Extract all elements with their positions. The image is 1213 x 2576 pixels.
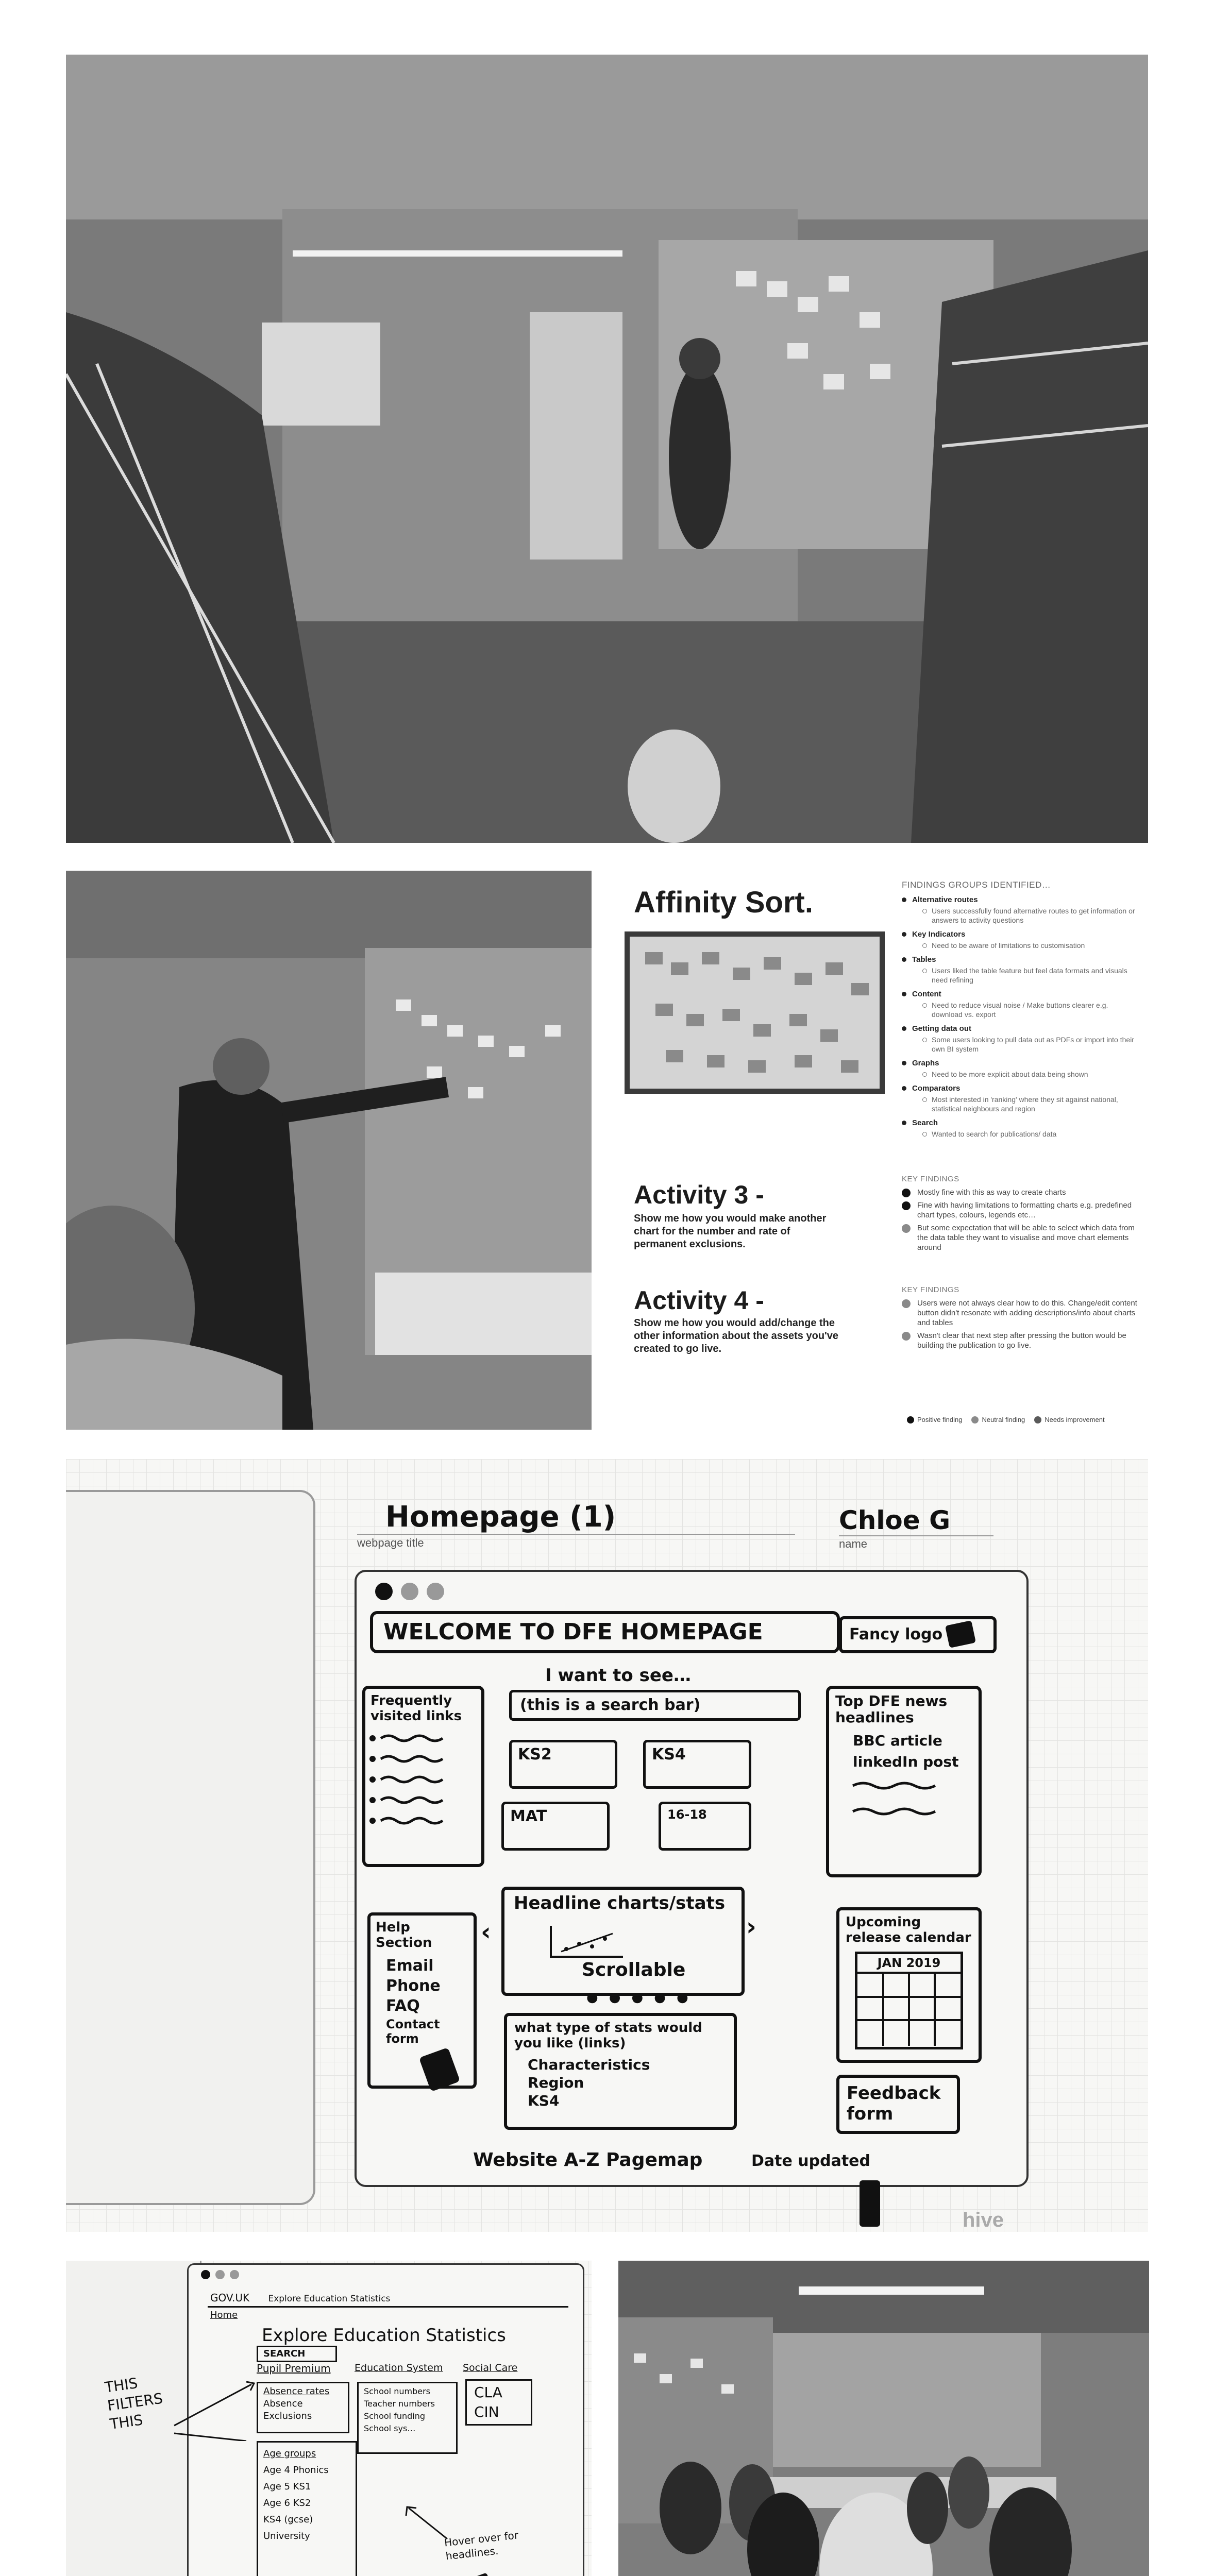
headline-charts-title: Headline charts/stats — [514, 1893, 726, 1913]
positive-dot-icon — [902, 1201, 911, 1210]
workshop-photo-2 — [66, 871, 592, 1430]
key-finding-item: Fine with having limitations to formatting charts e.g. predefined chart types, colours, legends etc… — [902, 1200, 1139, 1220]
footer-sitemap[interactable]: Website A-Z Pagemap — [473, 2149, 703, 2171]
finding-item: Tables Users liked the table feature but feel data formats and visuals need refining — [902, 955, 1139, 985]
logo-box: Fancy logo — [839, 1616, 997, 1653]
finding-item: Comparators Most interested in 'ranking' where they sit against national, statistical neighbours and region — [902, 1084, 1139, 1113]
findings-heading: FINDINGS GROUPS IDENTIFIED… — [902, 880, 1051, 890]
key-finding-item: Users were not always clear how to do this. Change/edit content button didn't resonate with adding descriptions/info about charts and tables — [902, 1298, 1139, 1328]
finding-item: Search Wanted to search for publications/ data — [902, 1118, 1139, 1139]
help-contact[interactable]: Contact form — [386, 2017, 440, 2046]
release-calendar-title: Upcoming release calendar — [846, 1914, 971, 1945]
explore-title: Explore Education Statistics — [262, 2325, 506, 2346]
page-title-hand: Homepage (1) — [385, 1500, 616, 1534]
frequent-links-box — [362, 1686, 484, 1867]
finding-item: Content Need to reduce visual noise / Make buttons clearer e.g. download vs. export — [902, 990, 1139, 1019]
header-rule — [208, 2306, 568, 2308]
top-news-title: Top DFE news headlines — [835, 1692, 948, 1726]
breadcrumb-home[interactable]: Home — [210, 2310, 238, 2320]
browser-dot-icon — [215, 2270, 225, 2279]
legend-neutral: Neutral finding — [971, 1416, 1025, 1423]
footer-date-updated: Date updated — [751, 2152, 870, 2170]
hive-logo: hive — [963, 2209, 1004, 2231]
tab-pupil-premium[interactable]: Pupil Premium — [257, 2362, 331, 2375]
neutral-dot-icon — [902, 1299, 911, 1308]
school-box: School numbers Teacher numbers School funding School sys… — [357, 2382, 458, 2454]
homepage-sketch — [66, 1459, 1148, 2232]
tile-mat[interactable]: MAT — [501, 1802, 610, 1851]
want-to-see: I want to see… — [545, 1665, 691, 1686]
tile-16-18[interactable]: 16-18 — [659, 1802, 751, 1851]
name-underline — [839, 1535, 993, 1536]
slide-title: Affinity Sort. — [634, 886, 813, 919]
legend-improvement: Needs improvement — [1034, 1416, 1104, 1423]
finding-item: Graphs Need to be more explicit about data being shown — [902, 1059, 1139, 1079]
calendar-month: JAN 2019 — [857, 1954, 961, 1974]
help-title: Help Section — [376, 1920, 432, 1951]
marker-icon — [860, 2180, 880, 2227]
activity3-title: Activity 3 - — [634, 1180, 764, 1209]
scrollable-label: Scrollable — [582, 1959, 686, 1980]
calendar-grid — [855, 1952, 963, 2049]
affinity-board-photo — [625, 931, 885, 1094]
findings-groups — [902, 880, 1139, 1139]
browser-dot-icon — [401, 1583, 418, 1600]
neutral-dot-icon — [902, 1332, 911, 1341]
key-findings-activity3 — [902, 1175, 1139, 1256]
key-findings-heading: KEY FINDINGS — [902, 1285, 959, 1294]
what-stats-title: what type of stats would you like (links) — [514, 2020, 702, 2051]
finding-item: Alternative routes Users successfully found alternative routes to get information or answers to activity questions — [902, 895, 1139, 925]
activity4-description: Show me how you would add/change the other information about the assets you've created to go live. — [634, 1317, 839, 1354]
activity4-title: Activity 4 - — [634, 1286, 764, 1315]
finding-item: Getting data out Some users looking to pull data out as PDFs or import into their own BI system — [902, 1024, 1139, 1054]
affinity-slide — [613, 871, 1149, 1430]
neutral-dot-icon — [902, 1224, 911, 1233]
govuk-header: GOV.UK Explore Education Statistics — [210, 2292, 391, 2304]
explore-stats-sketch — [66, 2261, 592, 2576]
page-title-label: webpage title — [357, 1536, 424, 1549]
carousel-prev-icon[interactable]: ‹ — [481, 1918, 491, 1946]
positive-dot-icon — [907, 1416, 914, 1423]
browser-dot-icon — [375, 1583, 393, 1600]
release-calendar-box — [836, 1907, 982, 2063]
key-finding-item: But some expectation that will be able to select which data from the data table they want to visualise and move chart elements around — [902, 1223, 1139, 1252]
mini-chart-icon — [546, 1921, 628, 1962]
findings-list — [902, 895, 1139, 1139]
name-hand: Chloe G — [839, 1505, 951, 1535]
browser-dot-icon — [201, 2270, 210, 2279]
workshop-photo-1 — [66, 55, 1148, 843]
key-findings-activity4 — [902, 1285, 1139, 1353]
sketch2-search[interactable]: SEARCH — [257, 2346, 337, 2362]
tile-ks4[interactable]: KS4 — [643, 1740, 751, 1789]
browser-dot-icon — [230, 2270, 239, 2279]
workshop-photo-3 — [618, 2261, 1149, 2576]
browser-dot-icon — [427, 1583, 444, 1600]
improvement-dot-icon — [1034, 1416, 1041, 1423]
filters-side-note: THIS FILTERS THIS — [104, 2374, 164, 2433]
help-faq[interactable]: FAQ — [386, 1997, 420, 2015]
activity3-description: Show me how you would make another chart for the number and rate of permanent exclusions. — [634, 1213, 827, 1250]
age-groups-box: Age groups Age 4 Phonics Age 5 KS1 Age 6 KS2 KS4 (gcse) University — [257, 2441, 357, 2576]
headline-charts-box — [501, 1887, 745, 1996]
squiggle-list — [365, 1728, 474, 1846]
help-phone[interactable]: Phone — [386, 1977, 441, 1995]
positive-dot-icon — [902, 1189, 911, 1197]
findings-legend — [907, 1416, 1105, 1423]
arrow-icon — [169, 2364, 262, 2441]
calendar-cells — [857, 1974, 961, 2046]
template-browser-left — [66, 1490, 315, 2205]
carousel-dots: ● ● ● ● ● — [586, 1990, 692, 2005]
title-underline — [357, 1534, 795, 1535]
tab-social-care[interactable]: Social Care — [463, 2362, 518, 2374]
sketch-search-bar[interactable]: (this is a search bar) — [509, 1690, 801, 1721]
carousel-next-icon[interactable]: › — [746, 1912, 756, 1941]
absence-box: Absence rates Absence Exclusions — [257, 2382, 349, 2433]
news-item[interactable]: linkedIn post — [853, 1753, 959, 1770]
what-stats-box — [504, 2013, 737, 2130]
stats-item[interactable]: Region — [528, 2074, 584, 2091]
name-label: name — [839, 1537, 868, 1550]
top-news-box — [826, 1686, 982, 1877]
neutral-dot-icon — [971, 1416, 979, 1423]
finding-item: Key Indicators Need to be aware of limitations to customisation — [902, 930, 1139, 950]
cla-box: CLA CIN — [465, 2379, 532, 2426]
squiggle-list — [829, 1770, 973, 1837]
key-findings-heading: KEY FINDINGS — [902, 1175, 959, 1183]
stats-item[interactable]: KS4 — [528, 2092, 560, 2109]
welcome-banner: WELCOME TO DFE HOMEPAGE — [370, 1611, 840, 1653]
help-email[interactable]: Email — [386, 1957, 434, 1975]
tab-education-system[interactable]: Education System — [355, 2362, 443, 2374]
hover-note: Hover over for headlines. — [443, 2529, 519, 2563]
news-item[interactable]: BBC article — [853, 1732, 942, 1749]
legend-positive: Positive finding — [907, 1416, 962, 1423]
tile-ks2[interactable]: KS2 — [509, 1740, 617, 1789]
key-finding-item: Wasn't clear that next step after pressing the button would be building the publication to go live. — [902, 1331, 1139, 1350]
key-finding-item: Mostly fine with this as way to create charts — [902, 1188, 1139, 1197]
feedback-form-box[interactable]: Feedback form — [836, 2075, 960, 2134]
stats-item[interactable]: Characteristics — [528, 2056, 650, 2073]
frequent-links-title: Frequently visited links — [370, 1693, 462, 1724]
